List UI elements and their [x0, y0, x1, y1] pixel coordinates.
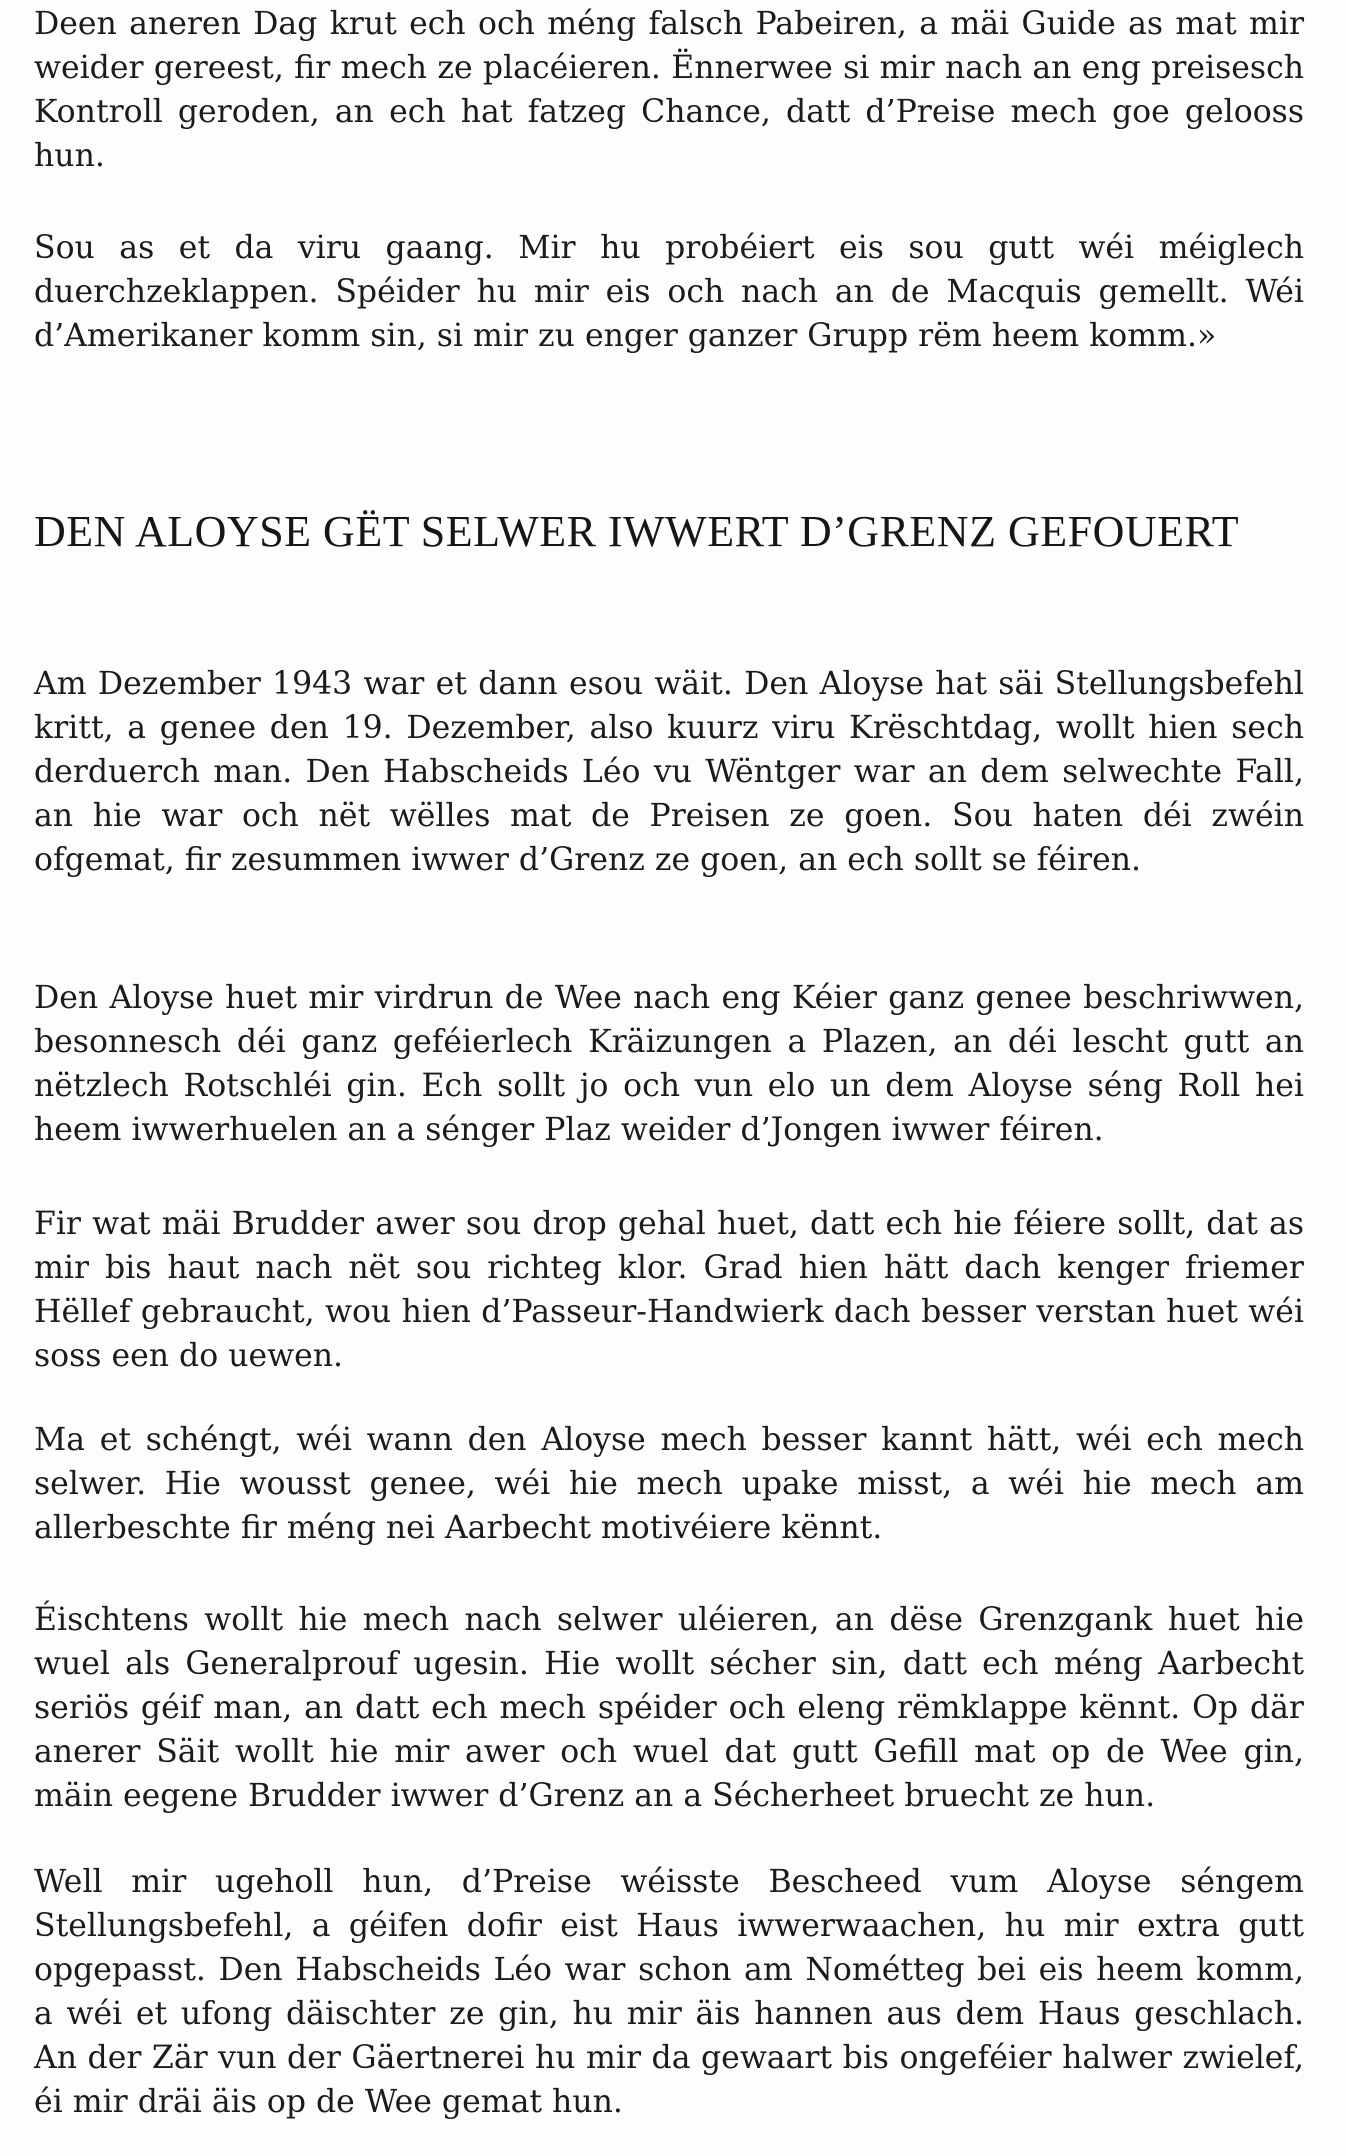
paragraph-motivation: Ma et schéngt, wéi wann den Aloyse mech besser kannt hätt, wéi ech mech selwer. Hie wousst genee, wéi hie mech upake misst, a wéi hie mech am allerbeschte fir méng nei Aarbecht motivéiere kënnt.: [34, 1422, 1304, 1546]
paragraph-departure: Well mir ugeholl hun, d’Preise wéisste Bescheed vum Aloyse séngem Stellungsbefehl, a géifen dofir eist Haus iwwerwaachen, hu mir extra gutt opgepasst. Den Habscheids Léo war schon am Nométteg bei eis heem komm, a wéi et ufong däischter ze gin, hu mir äis hannen aus dem Haus geschlach. An der Zär vun der Gäertnerei hu mir da gewaart bis ongeféier halwer zwielef, éi mir dräi äis op de Wee gemat hun.: [34, 1864, 1304, 2120]
paragraph-route-description: Den Aloyse huet mir virdrun de Wee nach eng Kéier ganz genee beschriwwen, besonnesch déi ganz geféierlech Kräizungen a Plazen, an déi lescht gutt an nëtzlech Rotschléi gin. Ech sollt jo och vun elo un dem Aloyse séng Roll hei heem iwwerhuelen an a sénger Plaz weider d’Jongen iwwer féiren.: [34, 980, 1304, 1148]
paragraph-false-papers: Deen aneren Dag krut ech och méng falsch Pabeiren, a mäi Guide as mat mir weider gereest, fir mech ze placéieren. Ënnerwee si mir nach an eng preisesch Kontroll geroden, an ech hat fatzeg Chance, datt d’Preise mech goe gelooss hun.: [34, 6, 1304, 174]
paragraph-general-test: Éischtens wollt hie mech nach selwer uléieren, an dëse Grenzgank huet hie wuel als Generalprouf ugesin. Hie wollt sécher sin, datt ech méng Aarbecht seriös géif man, an datt ech mech spéider och eleng rëmklappe kënnt. Op där anerer Säit wollt hie mir awer och wuel dat gutt Gefill mat op de Wee gin, mäin eegene Brudder iwwer d’Grenz an a Sécherheet bruecht ze hun.: [34, 1602, 1304, 1814]
paragraph-maquis: Sou as et da viru gaang. Mir hu probéiert eis sou gutt wéi méiglech duerchzeklappen. Spéider hu mir eis och nach an de Macquis gemellt. Wéi d’Amerikaner komm sin, si mir zu enger ganzer Grupp rëm heem komm.»: [34, 230, 1304, 354]
paragraph-brother-reason: Fir wat mäi Brudder awer sou drop gehal huet, datt ech hie féiere sollt, dat as mir bis haut nach nët sou richteg klor. Grad hien hätt dach kenger friemer Hëllef gebraucht, wou hien d’Passeur-Handwierk dach besser verstan huet wéi soss een do uewen.: [34, 1206, 1304, 1374]
paragraph-december-1943: Am Dezember 1943 war et dann esou wäit. Den Aloyse hat säi Stellungsbefehl kritt, a genee den 19. Dezember, also kuurz viru Krëschtdag, wollt hien sech derduerch man. Den Habscheids Léo vu Wëntger war an dem selwechte Fall, an hie war och nët wëlles mat de Preisen ze goen. Sou haten déi zwéin ofgemat, fir zesummen iwwer d’Grenz ze goen, an ech sollt se féiren.: [34, 666, 1304, 878]
section-heading: DEN ALOYSE GËT SELWER IWWERT D’GRENZ GEFOUERT: [34, 507, 1240, 556]
